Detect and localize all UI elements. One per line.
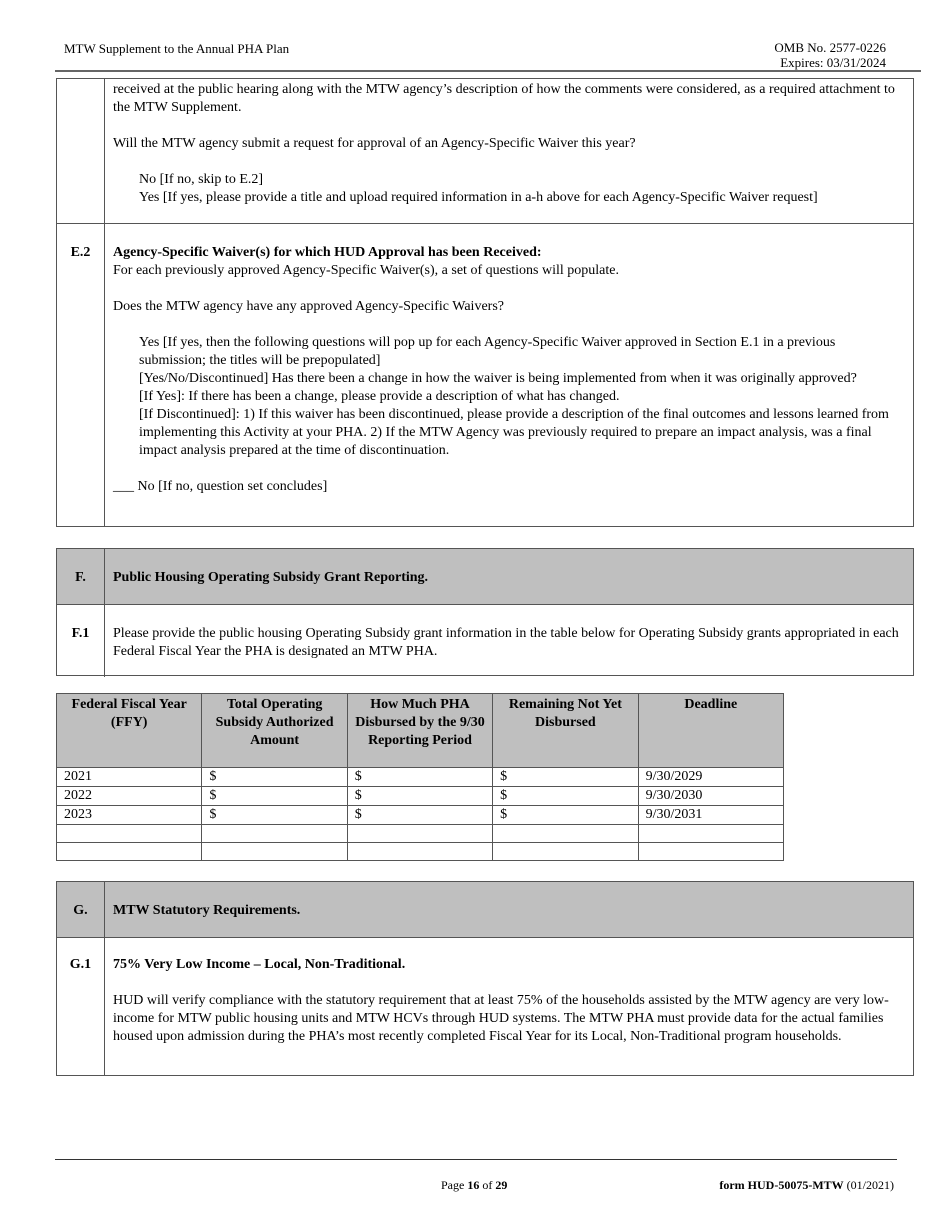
table-cell[interactable]: 9/30/2031: [638, 806, 783, 825]
table-cell[interactable]: $: [493, 787, 638, 806]
f1-row: [57, 604, 913, 677]
table-cell[interactable]: [347, 825, 492, 843]
e2-label: E.2: [57, 224, 105, 527]
e2-option-no[interactable]: ___ No [If no, question set concludes]: [113, 479, 328, 494]
col-header-authorized: Total Operating Subsidy Authorized Amount: [202, 694, 347, 768]
e2-question: Does the MTW agency have any approved Agency-Specific Waivers?: [113, 299, 504, 314]
table-cell[interactable]: $: [347, 768, 492, 787]
table-row: [57, 806, 784, 825]
section-f: [56, 548, 914, 676]
form-date: (01/2021): [843, 1178, 894, 1192]
header-divider: [55, 70, 921, 72]
table-cell[interactable]: 2021: [57, 768, 202, 787]
form-number: form HUD-50075-MTW: [719, 1178, 844, 1192]
omb-number: OMB No. 2577-0226: [774, 40, 886, 55]
table-cell[interactable]: [493, 843, 638, 861]
page-number: [441, 1176, 507, 1194]
e1-option-no[interactable]: No [If no, skip to E.2]: [139, 172, 264, 187]
e1-question: Will the MTW agency submit a request for approval of an Agency-Specific Waiver this year?: [113, 136, 636, 151]
table-cell[interactable]: $: [347, 806, 492, 825]
table-row: [57, 825, 784, 843]
e2-title: Agency-Specific Waiver(s) for which HUD Approval has been Received:: [113, 245, 542, 260]
g-label: G.: [57, 882, 105, 937]
table-cell[interactable]: $: [493, 768, 638, 787]
e1-text: received at the public hearing along with the MTW agency’s description of how the comments were considered, as a required attachment to the MTW Supplement.: [113, 82, 895, 115]
table-cell[interactable]: $: [202, 806, 347, 825]
g1-row: [57, 937, 913, 1076]
section-g: [56, 881, 914, 1076]
table-cell[interactable]: [57, 843, 202, 861]
e2-if-yes: [If Yes]: If there has been a change, please provide a description of what has changed.: [139, 389, 620, 404]
section-e: [56, 78, 914, 527]
e2-row: [57, 223, 913, 527]
expiration-date: Expires: 03/31/2024: [780, 55, 886, 70]
footer-divider: [55, 1159, 897, 1160]
f1-text: Please provide the public housing Operating Subsidy grant information in the table below for Operating Subsidy grants appropriated in each Federal Fiscal Year the PHA is designated an MTW PHA.: [113, 626, 899, 659]
table-cell[interactable]: $: [202, 768, 347, 787]
table-row: [57, 787, 784, 806]
page-total: 29: [495, 1178, 508, 1192]
page-current: 16: [467, 1178, 480, 1192]
e1-label-cell: [57, 79, 105, 223]
table-cell[interactable]: $: [493, 806, 638, 825]
table-cell[interactable]: 2023: [57, 806, 202, 825]
col-header-disbursed: How Much PHA Disbursed by the 9/30 Reporting Period: [347, 694, 492, 768]
col-header-ffy: Federal Fiscal Year (FFY): [57, 694, 202, 768]
table-cell[interactable]: [347, 843, 492, 861]
e2-subtitle: For each previously approved Agency-Specific Waiver(s), a set of questions will populate.: [113, 263, 619, 278]
table-row: [57, 843, 784, 861]
g1-label: G.1: [57, 938, 105, 1076]
table-cell[interactable]: [638, 843, 783, 861]
page-of: of: [479, 1178, 496, 1192]
page-prefix: Page: [441, 1178, 468, 1192]
col-header-deadline: Deadline: [638, 694, 783, 768]
table-cell[interactable]: 2022: [57, 787, 202, 806]
form-id: [719, 1176, 894, 1194]
f-title: Public Housing Operating Subsidy Grant Reporting.: [113, 570, 429, 585]
table-cell[interactable]: $: [202, 787, 347, 806]
e1-continued: [57, 79, 913, 223]
f1-label: F.1: [57, 605, 105, 677]
e2-change-question: [Yes/No/Discontinued] Has there been a change in how the waiver is being implemented from when it was originally approved?: [139, 371, 857, 386]
table-cell[interactable]: 9/30/2030: [638, 787, 783, 806]
table-row: [57, 768, 784, 787]
g-title: MTW Statutory Requirements.: [113, 903, 301, 918]
f-header: [57, 549, 913, 604]
e1-option-yes[interactable]: Yes [If yes, please provide a title and upload required information in a-h above for each Agency-Specific Waiver request]: [139, 190, 818, 205]
table-cell[interactable]: [202, 825, 347, 843]
table-cell[interactable]: $: [347, 787, 492, 806]
g1-text: HUD will verify compliance with the statutory requirement that at least 75% of the households assisted by the MTW agency are very low-income for MTW public housing units and MTW HCVs through HUD systems. The MTW PHA must provide data for the actual families housed upon admission during the PHA’s most recently completed Fiscal Year for its Local, Non-Traditional program households.: [113, 993, 889, 1044]
table-cell[interactable]: [57, 825, 202, 843]
f-label: F.: [57, 549, 105, 604]
g-header: [57, 882, 913, 937]
e2-if-discontinued: [If Discontinued]: 1) If this waiver has been discontinued, please provide a description of the final outcomes and lessons learned from implementing this Activity at your PHA. 2) If the MTW Agency was previously required to prepare an impact analysis, was a final impact analysis prepared at the time of discontinuation.: [139, 407, 889, 458]
table-cell[interactable]: [202, 843, 347, 861]
table-cell[interactable]: 9/30/2029: [638, 768, 783, 787]
operating-subsidy-table: [56, 693, 784, 861]
e2-option-yes[interactable]: Yes [If yes, then the following questions will pop up for each Agency-Specific Waiver approved in Section E.1 in a previous submission; the titles will be prepopulated]: [139, 335, 836, 368]
header-title: MTW Supplement to the Annual PHA Plan: [64, 41, 290, 56]
table-cell[interactable]: [493, 825, 638, 843]
table-cell[interactable]: [638, 825, 783, 843]
header-omb: [774, 40, 886, 70]
col-header-remaining: Remaining Not Yet Disbursed: [493, 694, 638, 768]
g1-title: 75% Very Low Income – Local, Non-Traditional.: [113, 957, 406, 972]
